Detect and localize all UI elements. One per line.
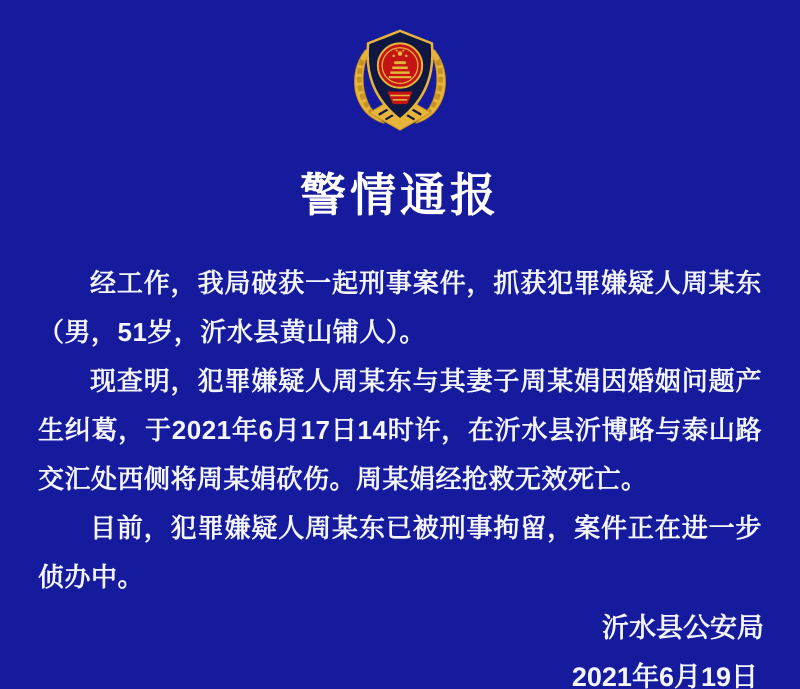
notice-paragraph: 现查明，犯罪嫌疑人周某东与其妻子周某娟因婚姻问题产生纠葛，于2021年6月17日14时许，在沂水县沂博路与泰山路交汇处西侧将周某娟砍伤。周某娟经抢救无效死亡。 <box>38 366 762 494</box>
police-badge-icon <box>341 27 459 135</box>
agency-signature: 沂水县公安局 <box>602 613 764 643</box>
emblem-container <box>0 0 800 135</box>
signature-block <box>0 604 800 689</box>
notice-title: 警情通报 <box>300 169 500 221</box>
notice-body <box>38 259 762 602</box>
notice-date: 2021年6月19日 <box>571 662 758 689</box>
notice-paragraph: 目前，犯罪嫌疑人周某东已被刑事拘留，案件正在进一步侦办中。 <box>38 513 762 592</box>
notice-paragraph: 经工作，我局破获一起刑事案件，抓获犯罪嫌疑人周某东（男，51岁，沂水县黄山铺人）。 <box>38 268 762 347</box>
